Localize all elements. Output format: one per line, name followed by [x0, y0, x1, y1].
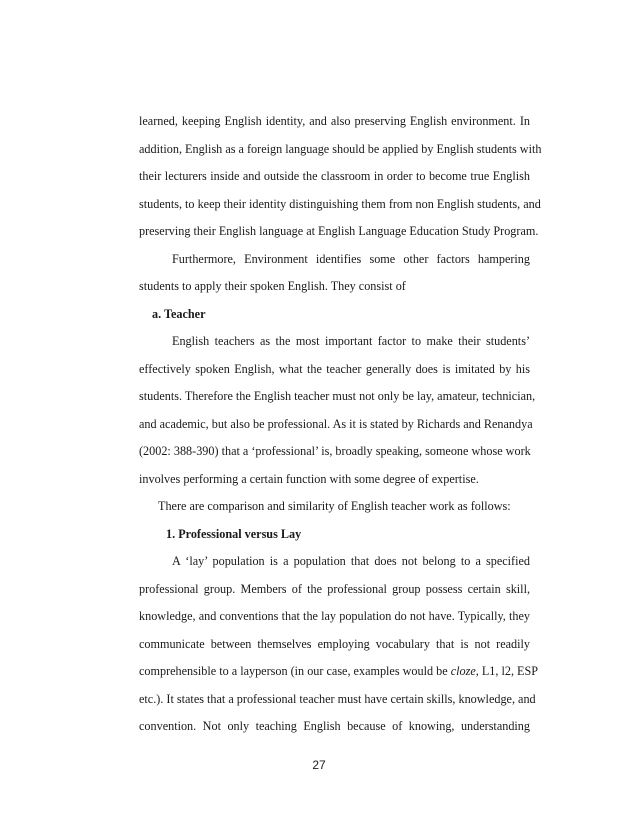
body-line: There are comparison and similarity of English teacher work as follows: — [158, 499, 511, 513]
line-text: , L1, l2, ESP — [475, 664, 539, 678]
paragraph-first-line: A ‘lay’ population is a population that does not belong to a specified — [172, 554, 530, 568]
body-line: etc.). It states that a professional teacher must have certain skills, knowledge, and — [139, 692, 536, 706]
body-line: convention. Not only teaching English because of knowing, understanding — [139, 719, 530, 733]
page-number: 27 — [312, 758, 326, 772]
line-text: comprehensible to a layperson (in our case, examples would be — [139, 664, 451, 678]
body-line: and academic, but also be professional. As it is stated by Richards and Renandya — [139, 417, 533, 431]
body-line: students. Therefore the English teacher must not only be lay, amateur, technician, — [139, 389, 536, 403]
body-line: learned, keeping English identity, and also preserving English environment. In — [139, 114, 530, 128]
subheading-teacher: a. Teacher — [152, 307, 206, 321]
body-line: involves performing a certain function with some degree of expertise. — [139, 472, 479, 486]
body-line: knowledge, and conventions that the lay population do not have. Typically, they — [139, 609, 530, 623]
paragraph-first-line: Furthermore, Environment identifies some other factors hampering — [172, 252, 530, 266]
body-line: addition, English as a foreign language should be applied by English students with — [139, 142, 542, 156]
body-line — [139, 663, 539, 679]
body-line: (2002: 388-390) that a ‘professional’ is, broadly speaking, someone whose work — [139, 444, 531, 458]
italic-term: cloze — [450, 664, 476, 678]
body-line: effectively spoken English, what the teacher generally does is imitated by his — [139, 362, 530, 376]
body-line: professional group. Members of the professional group possess certain skill, — [139, 582, 530, 596]
body-line: students to apply their spoken English. They consist of — [139, 279, 406, 293]
paragraph-first-line: English teachers as the most important factor to make their students’ — [172, 334, 530, 348]
subheading-professional-versus-lay: 1. Professional versus Lay — [166, 527, 302, 541]
body-line: students, to keep their identity distinguishing them from non English students, and — [139, 197, 541, 211]
body-line: communicate between themselves employing vocabulary that is not readily — [139, 637, 530, 651]
body-line: preserving their English language at English Language Education Study Program. — [139, 224, 539, 238]
body-line: their lecturers inside and outside the classroom in order to become true English — [139, 169, 530, 183]
